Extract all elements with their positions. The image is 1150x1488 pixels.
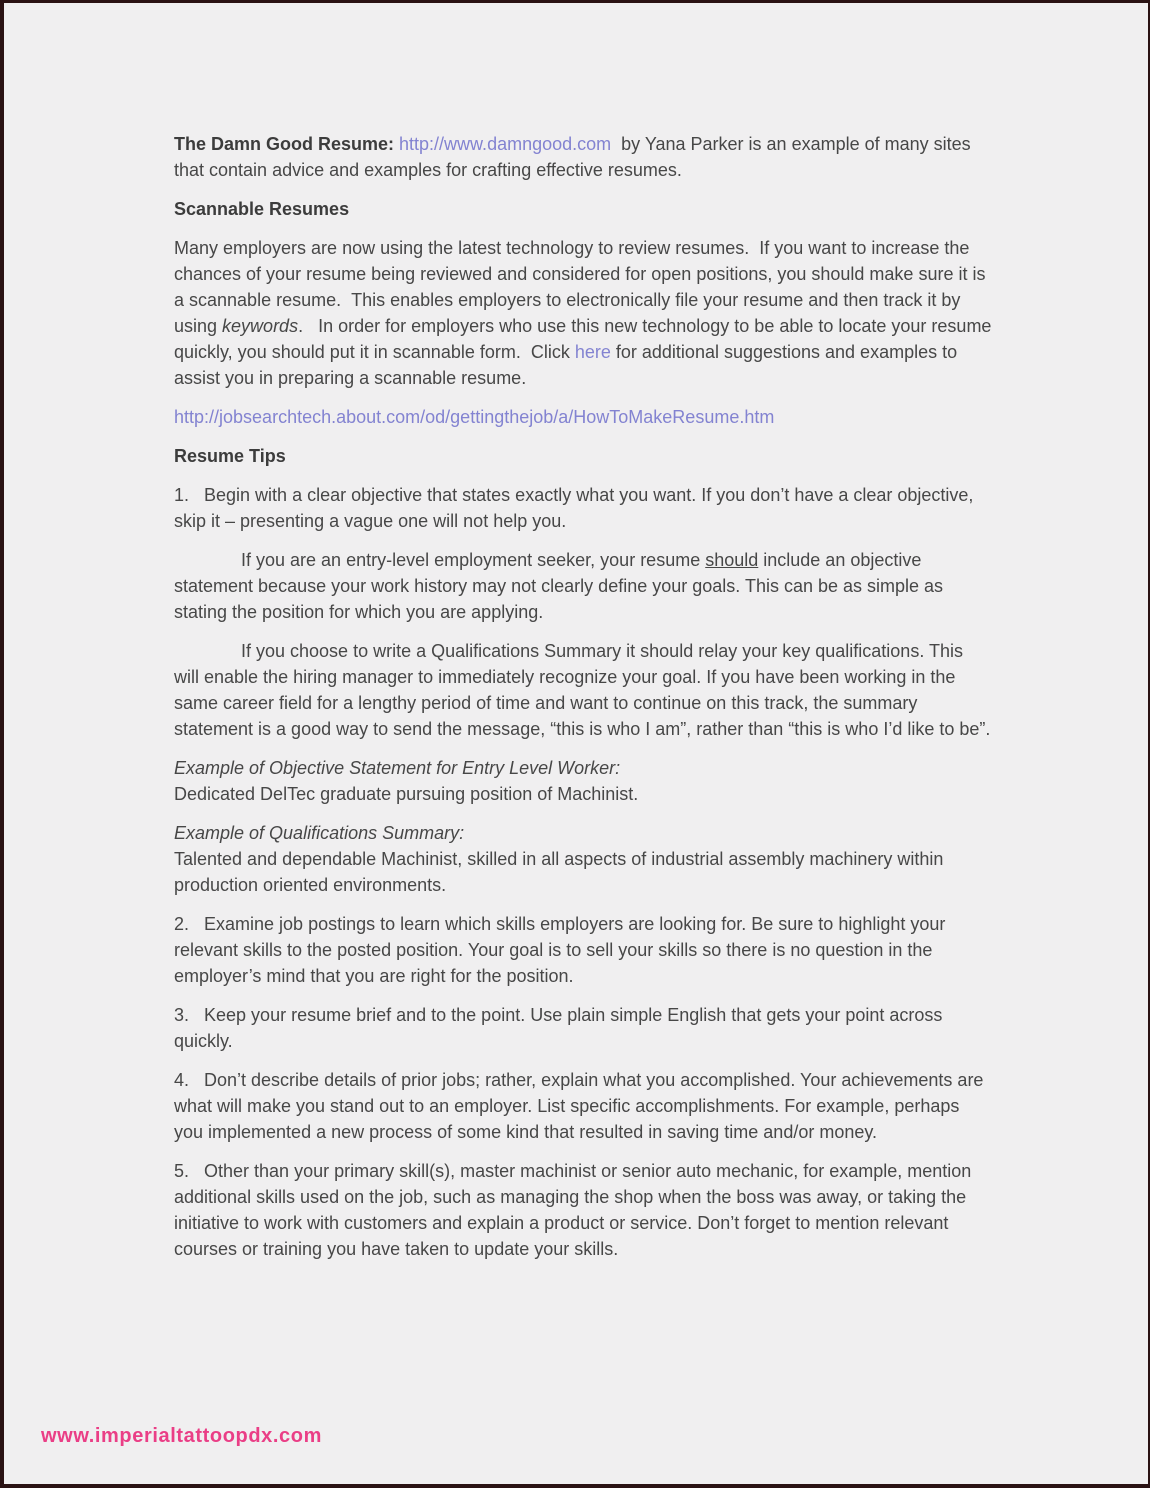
tip-1: 1. Begin with a clear objective that states exactly what you want. If you don’t have a clear objective, skip it – presenting a vague one will not help you. — [174, 485, 974, 531]
jobsearchtech-link[interactable]: http://jobsearchtech.about.com/od/gettingthejob/a/HowToMakeResume.htm — [174, 407, 775, 427]
example-qualifications-body: Talented and dependable Machinist, skilled in all aspects of industrial assembly machinery within production oriented environments. — [174, 849, 944, 895]
should-underlined: should — [705, 550, 759, 570]
intro-paragraph — [174, 131, 992, 183]
entry-level-paragraph — [174, 547, 992, 625]
example-objective-title: Example of Objective Statement for Entry Level Worker: — [174, 758, 621, 778]
entry-level-text-2: include an objective statement because your work history may not clearly define your goals. This can be as simple as stating the position for which you are applying. — [174, 550, 944, 622]
tip-3: 3. Keep your resume brief and to the point. Use plain simple English that gets your point across quickly. — [174, 1005, 943, 1051]
tip-2: 2. Examine job postings to learn which skills employers are looking for. Be sure to highlight your relevant skills to the posted position. Your goal is to sell your skills so there is no question in the employer’s mind that you are right for the position. — [174, 914, 946, 986]
intro-bold-title: The Damn Good Resume: — [174, 134, 400, 154]
scannable-resumes-heading: Scannable Resumes — [174, 199, 350, 219]
tip-5: 5. Other than your primary skill(s), master machinist or senior auto mechanic, for example, mention additional skills used on the job, such as managing the shop when the boss was away, or taking the initiative to work with customers and explain a product or service. Don’t forget to mention relevant courses or training you have taken to update your skills. — [174, 1161, 972, 1259]
scannable-text-2: . In order for employers who use this new technology to be able to locate your resume quickly, you should put it in scannable form. Click — [174, 316, 992, 362]
damngood-link[interactable]: http://www.damngood.com — [399, 134, 612, 154]
footer-watermark-url: www.imperialtattoopdx.com — [41, 1425, 322, 1447]
keywords-italic: keywords — [222, 316, 299, 336]
scannable-paragraph — [174, 235, 992, 391]
scannable-text-1: Many employers are now using the latest technology to review resumes. If you want to increase the chances of your resume being reviewed and considered for open positions, you should make sure it is a scannable resume. This enables employers to electronically file your resume and then track it by using — [174, 238, 986, 336]
example-qualifications-block — [174, 820, 992, 898]
tip-4: 4. Don’t describe details of prior jobs; rather, explain what you accomplished. Your achievements are what will make you stand out to an employer. List specific accomplishments. For example, perhaps you implemented a new process of some kind that resulted in saving time and/or money. — [174, 1070, 984, 1142]
resume-tips-heading: Resume Tips — [174, 446, 286, 466]
example-objective-block — [174, 755, 992, 807]
example-objective-body: Dedicated DelTec graduate pursuing position of Machinist. — [174, 784, 639, 804]
qualifications-summary-paragraph: If you choose to write a Qualifications Summary it should relay your key qualifications. This will enable the hiring manager to immediately recognize your goal. If you have been working in the same career field for a lengthy period of time and want to continue on this track, the summary statement is a good way to send the message, “this is who I am”, rather than “this is who I’d like to be”. — [174, 641, 991, 739]
howtomakeresume-url-paragraph — [174, 404, 992, 430]
here-link[interactable]: here — [574, 342, 611, 362]
example-qualifications-title: Example of Qualifications Summary: — [174, 823, 465, 843]
scannable-text-3: for additional suggestions and examples to assist you in preparing a scannable resume. — [174, 342, 958, 388]
document-body — [174, 131, 992, 1275]
entry-level-text-1: If you are an entry-level employment seeker, your resume — [241, 550, 706, 570]
intro-rest-text: by Yana Parker is an example of many sites that contain advice and examples for crafting effective resumes. — [174, 134, 971, 180]
